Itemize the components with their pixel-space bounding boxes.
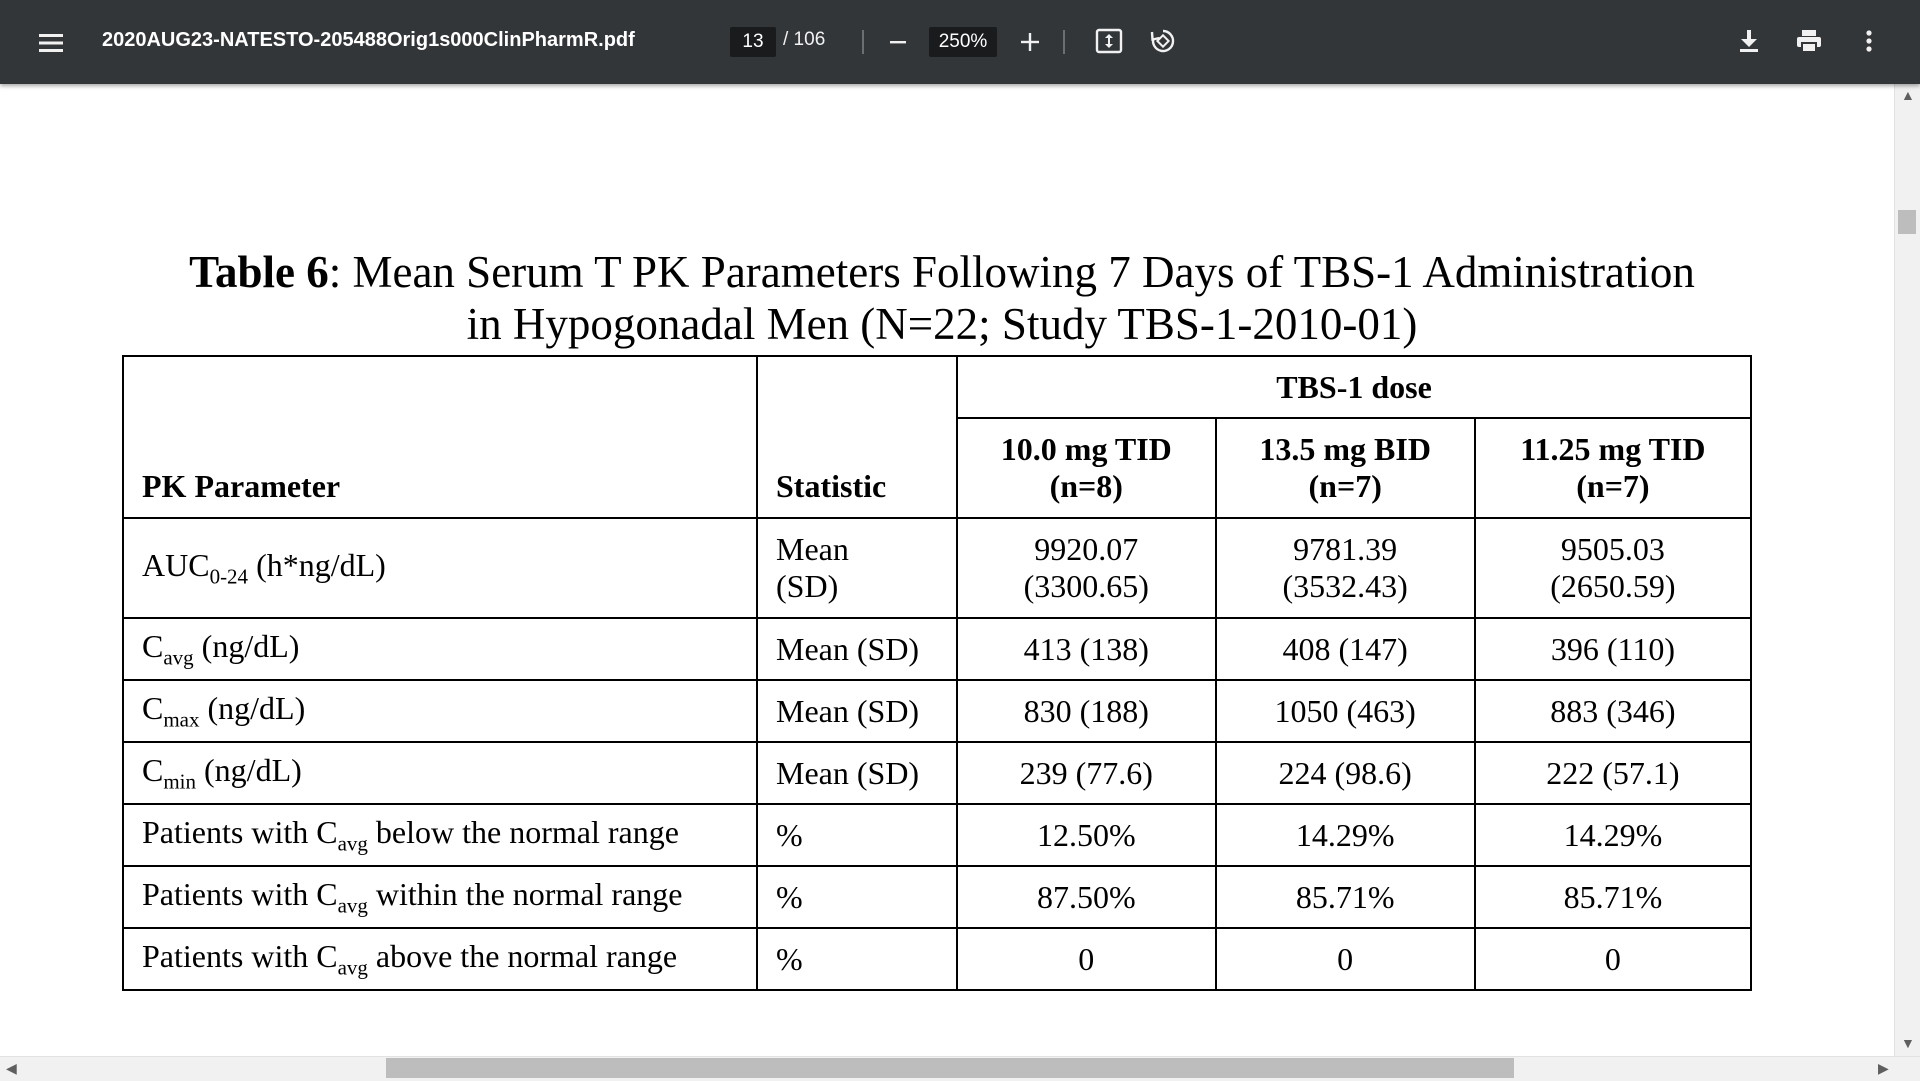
table-row	[123, 866, 1751, 928]
value-cell: 0	[1216, 928, 1475, 990]
value-cell: 12.50%	[957, 804, 1216, 866]
value-cell: 0	[1475, 928, 1751, 990]
toolbar-divider	[1063, 30, 1065, 54]
fit-page-button[interactable]	[1090, 22, 1128, 60]
stat-cell: %	[757, 928, 957, 990]
scroll-right-arrow-icon[interactable]: ▶	[1878, 1060, 1889, 1076]
table-row	[123, 518, 1751, 618]
header-dose-11-25mg: 11.25 mg TID (n=7)	[1475, 418, 1751, 518]
header-pk-parameter: PK Parameter	[123, 356, 757, 518]
value-cell: 396 (110)	[1475, 618, 1751, 680]
stat-cell: %	[757, 804, 957, 866]
value-cell: 87.50%	[957, 866, 1216, 928]
download-icon	[1738, 29, 1760, 53]
scroll-up-arrow-icon[interactable]: ▲	[1901, 87, 1915, 103]
table-title-text: : Mean Serum T PK Parameters Following 7 Days of TBS-1 Administration	[328, 247, 1695, 297]
print-icon	[1796, 29, 1822, 53]
vertical-scroll-thumb[interactable]	[1898, 210, 1916, 234]
total-pages: / 106	[783, 29, 826, 50]
zoom-in-icon	[1019, 31, 1041, 53]
print-button[interactable]	[1790, 22, 1828, 60]
pdf-toolbar	[0, 0, 1920, 84]
table-row	[123, 680, 1751, 742]
toolbar-divider	[862, 30, 864, 54]
table-row	[123, 804, 1751, 866]
menu-icon	[38, 32, 64, 54]
value-cell: 9505.03 (2650.59)	[1475, 518, 1751, 618]
value-cell: 85.71%	[1216, 866, 1475, 928]
zoom-level-input[interactable]: 250%	[929, 27, 997, 57]
param-cell: Patients with $C_{avg}$ below the normal range	[123, 804, 757, 866]
zoom-out-button[interactable]	[880, 24, 916, 60]
value-cell: 413 (138)	[957, 618, 1216, 680]
horizontal-scroll-thumb[interactable]	[386, 1058, 1514, 1078]
header-tbs1-dose: TBS-1 dose	[957, 356, 1751, 418]
table-title	[122, 246, 1762, 350]
header-dose-13-5mg: 13.5 mg BID (n=7)	[1216, 418, 1475, 518]
value-cell: 14.29%	[1475, 804, 1751, 866]
table-number: Table 6	[189, 247, 329, 297]
value-cell: 9920.07 (3300.65)	[957, 518, 1216, 618]
value-cell: 85.71%	[1475, 866, 1751, 928]
document-filename: 2020AUG23-NATESTO-205488Orig1s000ClinPharmR.pdf	[102, 29, 635, 51]
scroll-down-arrow-icon[interactable]: ▼	[1901, 1035, 1915, 1051]
value-cell: 830 (188)	[957, 680, 1216, 742]
value-cell: 883 (346)	[1475, 680, 1751, 742]
current-page-input[interactable]: 13	[730, 27, 776, 57]
table-row	[123, 928, 1751, 990]
scroll-left-arrow-icon[interactable]: ◀	[6, 1060, 17, 1076]
download-button[interactable]	[1730, 22, 1768, 60]
value-cell: 0	[957, 928, 1216, 990]
value-cell: 408 (147)	[1216, 618, 1475, 680]
value-cell: 222 (57.1)	[1475, 742, 1751, 804]
value-cell: 239 (77.6)	[957, 742, 1216, 804]
param-cell: Patients with $C_{avg}$ within the normal range	[123, 866, 757, 928]
table-row	[123, 618, 1751, 680]
table-title-line2: in Hypogonadal Men (N=22; Study TBS-1-2010-01)	[466, 299, 1418, 349]
value-cell: 1050 (463)	[1216, 680, 1475, 742]
param-cell: Patients with $C_{avg}$ above the normal range	[123, 928, 757, 990]
stat-cell: Mean (SD)	[757, 742, 957, 804]
param-cell: $C_{min}$ (ng/dL)	[123, 742, 757, 804]
rotate-icon	[1149, 27, 1177, 55]
stat-cell: Mean (SD)	[757, 518, 957, 618]
zoom-in-button[interactable]	[1012, 24, 1048, 60]
stat-cell: %	[757, 866, 957, 928]
stat-cell: Mean (SD)	[757, 618, 957, 680]
stat-cell: Mean (SD)	[757, 680, 957, 742]
pk-parameters-table	[122, 355, 1752, 991]
rotate-button[interactable]	[1144, 22, 1182, 60]
header-dose-10mg: 10.0 mg TID (n=8)	[957, 418, 1216, 518]
menu-button[interactable]	[30, 22, 72, 64]
header-statistic: Statistic	[757, 356, 957, 518]
more-options-icon	[1865, 29, 1873, 53]
more-options-button[interactable]	[1850, 22, 1888, 60]
param-cell: $C_{max}$ (ng/dL)	[123, 680, 757, 742]
fit-page-icon	[1095, 28, 1123, 54]
value-cell: 9781.39 (3532.43)	[1216, 518, 1475, 618]
value-cell: 14.29%	[1216, 804, 1475, 866]
value-cell: 224 (98.6)	[1216, 742, 1475, 804]
table-row	[123, 742, 1751, 804]
zoom-out-icon	[888, 32, 908, 52]
param-cell: $AUC_{0-24}$ (h*ng/dL)	[123, 518, 757, 618]
param-cell: $C_{avg}$ (ng/dL)	[123, 618, 757, 680]
